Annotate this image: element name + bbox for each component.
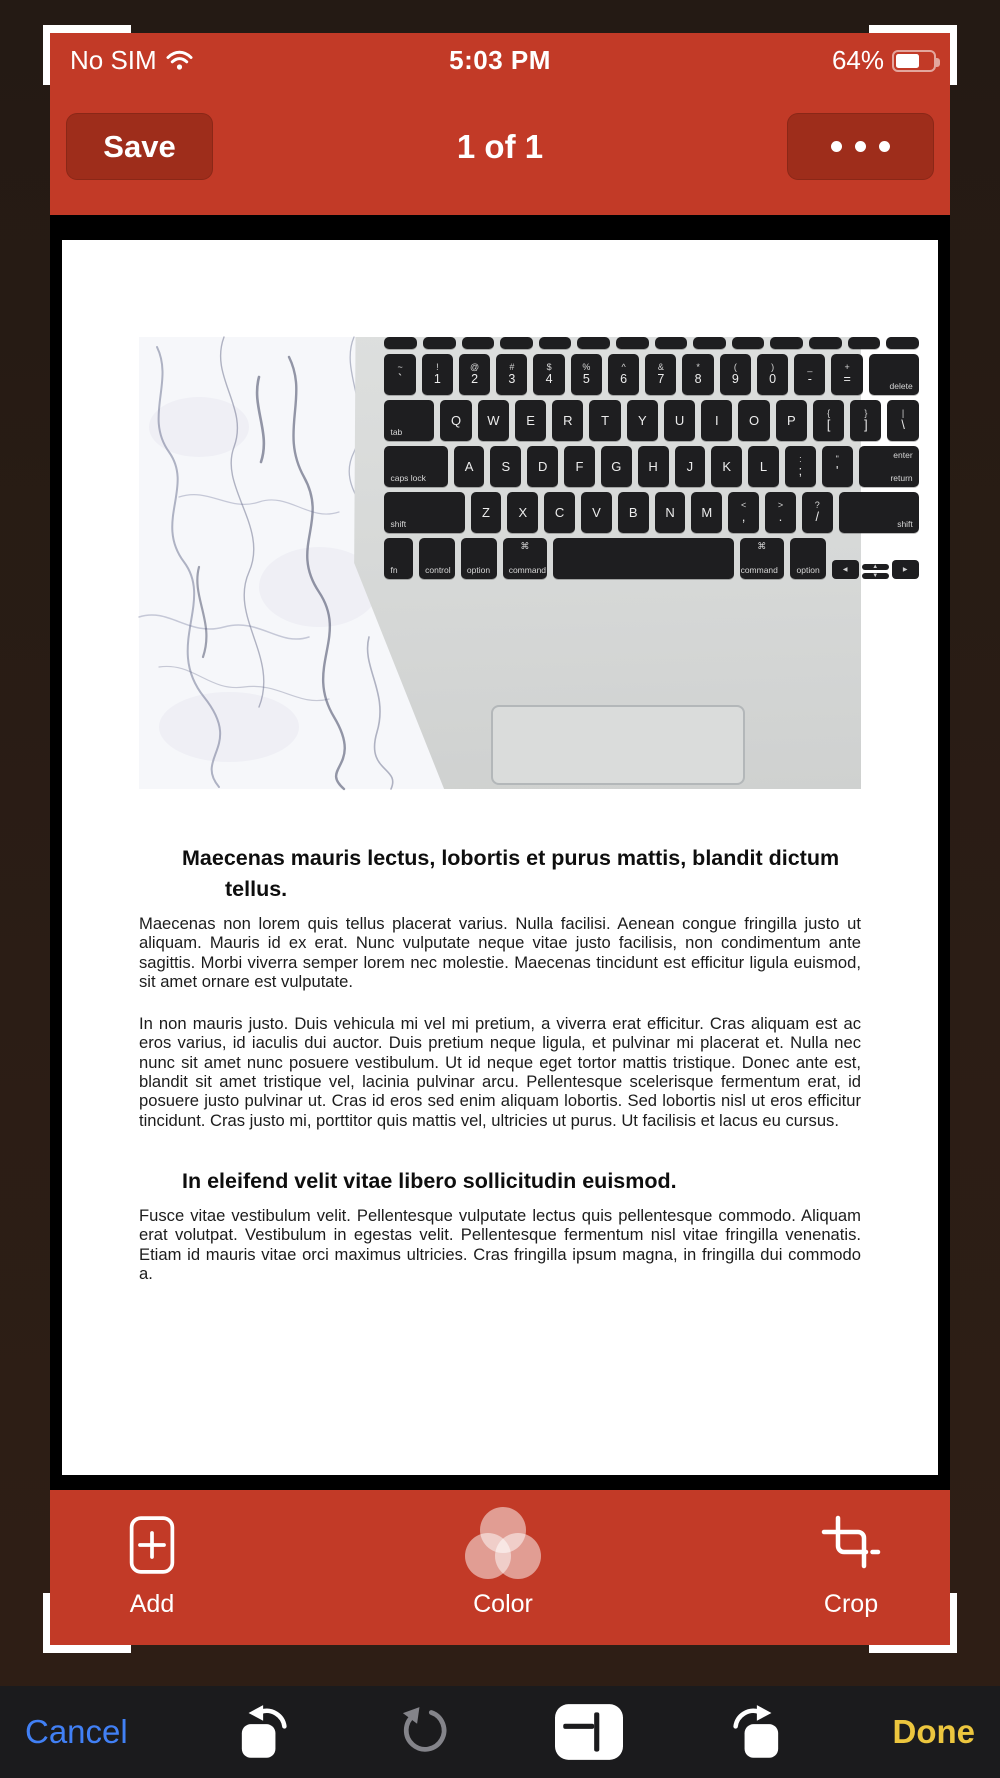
color-filter-button[interactable]	[428, 1504, 578, 1619]
keyboard-key: tab	[384, 400, 434, 441]
keyboard-key: _ -	[794, 354, 825, 395]
keyboard-key: F	[564, 446, 595, 487]
document-paragraph-3: Fusce vitae vestibulum velit. Pellentesque vulputate lectus quis pellentesque commodo. Aliquam erat volutpat. Vestibulum in egestas velit. Pellentesque fermentum nisl vitae fringilla venenatis. Etiam id mauris vitae orci maximus ultricies. Cras fringilla ipsum magna, in fringilla dui commodo a.	[139, 1205, 861, 1283]
laptop-trackpad	[491, 705, 746, 785]
keyboard-key: $ 4	[533, 354, 564, 395]
keyboard-key: caps lock	[384, 446, 447, 487]
keyboard-key: W	[478, 400, 509, 441]
keyboard-key: S	[490, 446, 521, 487]
keyboard-key: delete	[869, 354, 919, 395]
keyboard-key: ⌘ command	[503, 538, 547, 579]
keyboard-key: O	[738, 400, 769, 441]
keyboard-key: @ 2	[459, 354, 490, 395]
edit-toolbar	[50, 1490, 950, 1645]
scanner-app-window	[50, 33, 950, 1645]
keyboard-key: ? /	[802, 492, 833, 533]
done-button[interactable]: Done	[892, 1713, 975, 1750]
function-key	[462, 337, 495, 349]
keyboard-key: & 7	[645, 354, 676, 395]
crop-icon	[821, 1515, 881, 1575]
keyboard-key: option	[461, 538, 497, 579]
function-key	[732, 337, 765, 349]
keyboard-key: | \	[887, 400, 918, 441]
function-key	[616, 337, 649, 349]
keyboard-key: } ]	[850, 400, 881, 441]
status-bar	[50, 39, 950, 83]
keyboard-key: option	[790, 538, 826, 579]
battery-icon	[892, 50, 936, 72]
keyboard-key: % 5	[571, 354, 602, 395]
keyboard-key: Z	[471, 492, 502, 533]
keyboard-key: enter return	[859, 446, 919, 487]
document-heading-1: Maecenas mauris lectus, lobortis et purus mattis, blandit dictum tellus.	[182, 846, 840, 901]
keyboard-key: U	[664, 400, 695, 441]
color-circles-icon	[465, 1507, 541, 1583]
keyboard-key: > .	[765, 492, 796, 533]
keyboard-key: ( 9	[720, 354, 751, 395]
keyboard-key: I	[701, 400, 732, 441]
rotate-right-icon	[729, 1704, 787, 1760]
keyboard-key: ! 1	[422, 354, 453, 395]
rotate-right-button[interactable]	[729, 1704, 787, 1760]
keyboard-key: D	[527, 446, 558, 487]
document-page	[62, 240, 938, 1475]
function-key	[770, 337, 803, 349]
keyboard-key: C	[544, 492, 575, 533]
add-page-icon	[127, 1513, 177, 1577]
ellipsis-icon	[831, 141, 842, 152]
keyboard-key: " '	[822, 446, 853, 487]
add-page-button[interactable]	[77, 1504, 227, 1619]
keyboard-key: T	[589, 400, 620, 441]
keyboard-key: * 8	[682, 354, 713, 395]
function-key	[577, 337, 610, 349]
keyboard-key: # 3	[496, 354, 527, 395]
system-bottom-bar	[0, 1686, 1000, 1778]
keyboard-key: M	[691, 492, 722, 533]
page-indicator: 1 of 1	[456, 128, 544, 165]
laptop-keyboard	[384, 337, 918, 584]
keyboard-key: { [	[813, 400, 844, 441]
keyboard-key: ) 0	[757, 354, 788, 395]
function-key	[423, 337, 456, 349]
function-key	[886, 337, 919, 349]
keyboard-key: V	[581, 492, 612, 533]
function-key	[500, 337, 533, 349]
keyboard-key: ^ 6	[608, 354, 639, 395]
more-options-button[interactable]	[787, 113, 934, 180]
battery-percent: 64%	[831, 45, 884, 75]
save-button-label: Save	[103, 128, 176, 164]
arrow-keys: ◀ ▲ ▼ ▶	[832, 538, 919, 579]
keyboard-key: ~ `	[384, 354, 415, 395]
color-label: Color	[473, 1590, 533, 1618]
keyboard-key: B	[618, 492, 649, 533]
crop-label: Crop	[823, 1590, 879, 1618]
function-key	[384, 337, 417, 349]
crop-button[interactable]	[776, 1504, 926, 1619]
function-key	[655, 337, 688, 349]
keyboard-key: G	[601, 446, 632, 487]
keyboard-key: R	[552, 400, 583, 441]
keyboard-key: < ,	[728, 492, 759, 533]
keyboard-key: shift	[384, 492, 464, 533]
keyboard-key: fn	[384, 538, 413, 579]
keyboard-key: P	[776, 400, 807, 441]
keyboard-key: ⌘ command	[740, 538, 784, 579]
keyboard-key: : ;	[785, 446, 816, 487]
keyboard-key: shift	[839, 492, 919, 533]
keyboard-key: Q	[440, 400, 471, 441]
document-paragraph-1: Maecenas non lorem quis tellus placerat varius. Nulla facilisi. Aenean congue fringilla justo ut aliquam. Mauris id ex erat. Nunc vulputate neque vitae justo facilisis, non condimentum ante sagittis. Morbi viverra semper lorem nec molestie. Maecenas tincidunt est efficitur ligula euismod, sit amet ornare est vulputate.	[139, 914, 861, 991]
clock: 5:03 PM	[449, 45, 551, 75]
add-label: Add	[129, 1590, 175, 1618]
document-heading-2: In eleifend velit vitae libero sollicitudin euismod.	[182, 1168, 677, 1193]
keyboard-key: J	[675, 446, 706, 487]
rotate-left-button[interactable]	[233, 1704, 291, 1760]
keyboard-key: A	[454, 446, 485, 487]
keyboard-key: E	[515, 400, 546, 441]
cancel-button[interactable]: Cancel	[25, 1713, 128, 1750]
keyboard-key: H	[638, 446, 669, 487]
function-key	[809, 337, 842, 349]
keyboard-key: Y	[627, 400, 658, 441]
keyboard-key: X	[507, 492, 538, 533]
keyboard-key: + =	[831, 354, 862, 395]
keyboard-key: N	[655, 492, 686, 533]
keyboard-key: control	[419, 538, 455, 579]
header-bar	[50, 113, 950, 181]
space-key	[553, 538, 733, 579]
rotate-left-icon	[233, 1704, 291, 1760]
keyboard-key: K	[711, 446, 742, 487]
function-key	[848, 337, 881, 349]
keyboard-key: L	[748, 446, 779, 487]
function-key	[693, 337, 726, 349]
document-paragraph-2: In non mauris justo. Duis vehicula mi vel mi pretium, a viverra erat efficitur. Cras aliquam est ac eros varius, id iaculis dui auctor. Duis pretium neque ligula, et pulvinar mi placerat et. Nulla nec nunc sit amet nunc posuere vestibulum. Ut id neque eget tortor mattis tristique. Donec ante est, blandit sit amet tristique vel, lacinia pulvinar arcu. Pellentesque scelerisque fermentum erat, id posuere justo pulvinar ut. Cras id eros sed enim aliquam lobortis. Sed lobortis nisl ut eros efficitur tincidunt. Cras justo mi, porttitor quis mattis vel, ultricies ut purus. Ut facilisis et lacus eu cursus.	[139, 1014, 861, 1130]
undo-icon	[397, 1706, 449, 1758]
document-photo	[139, 337, 913, 789]
document-viewer	[50, 215, 950, 1490]
aspect-layout-icon	[555, 1704, 623, 1760]
carrier-label: No SIM	[70, 45, 157, 75]
undo-button[interactable]	[397, 1706, 449, 1758]
function-key	[539, 337, 572, 349]
aspect-layout-button[interactable]	[555, 1704, 623, 1760]
